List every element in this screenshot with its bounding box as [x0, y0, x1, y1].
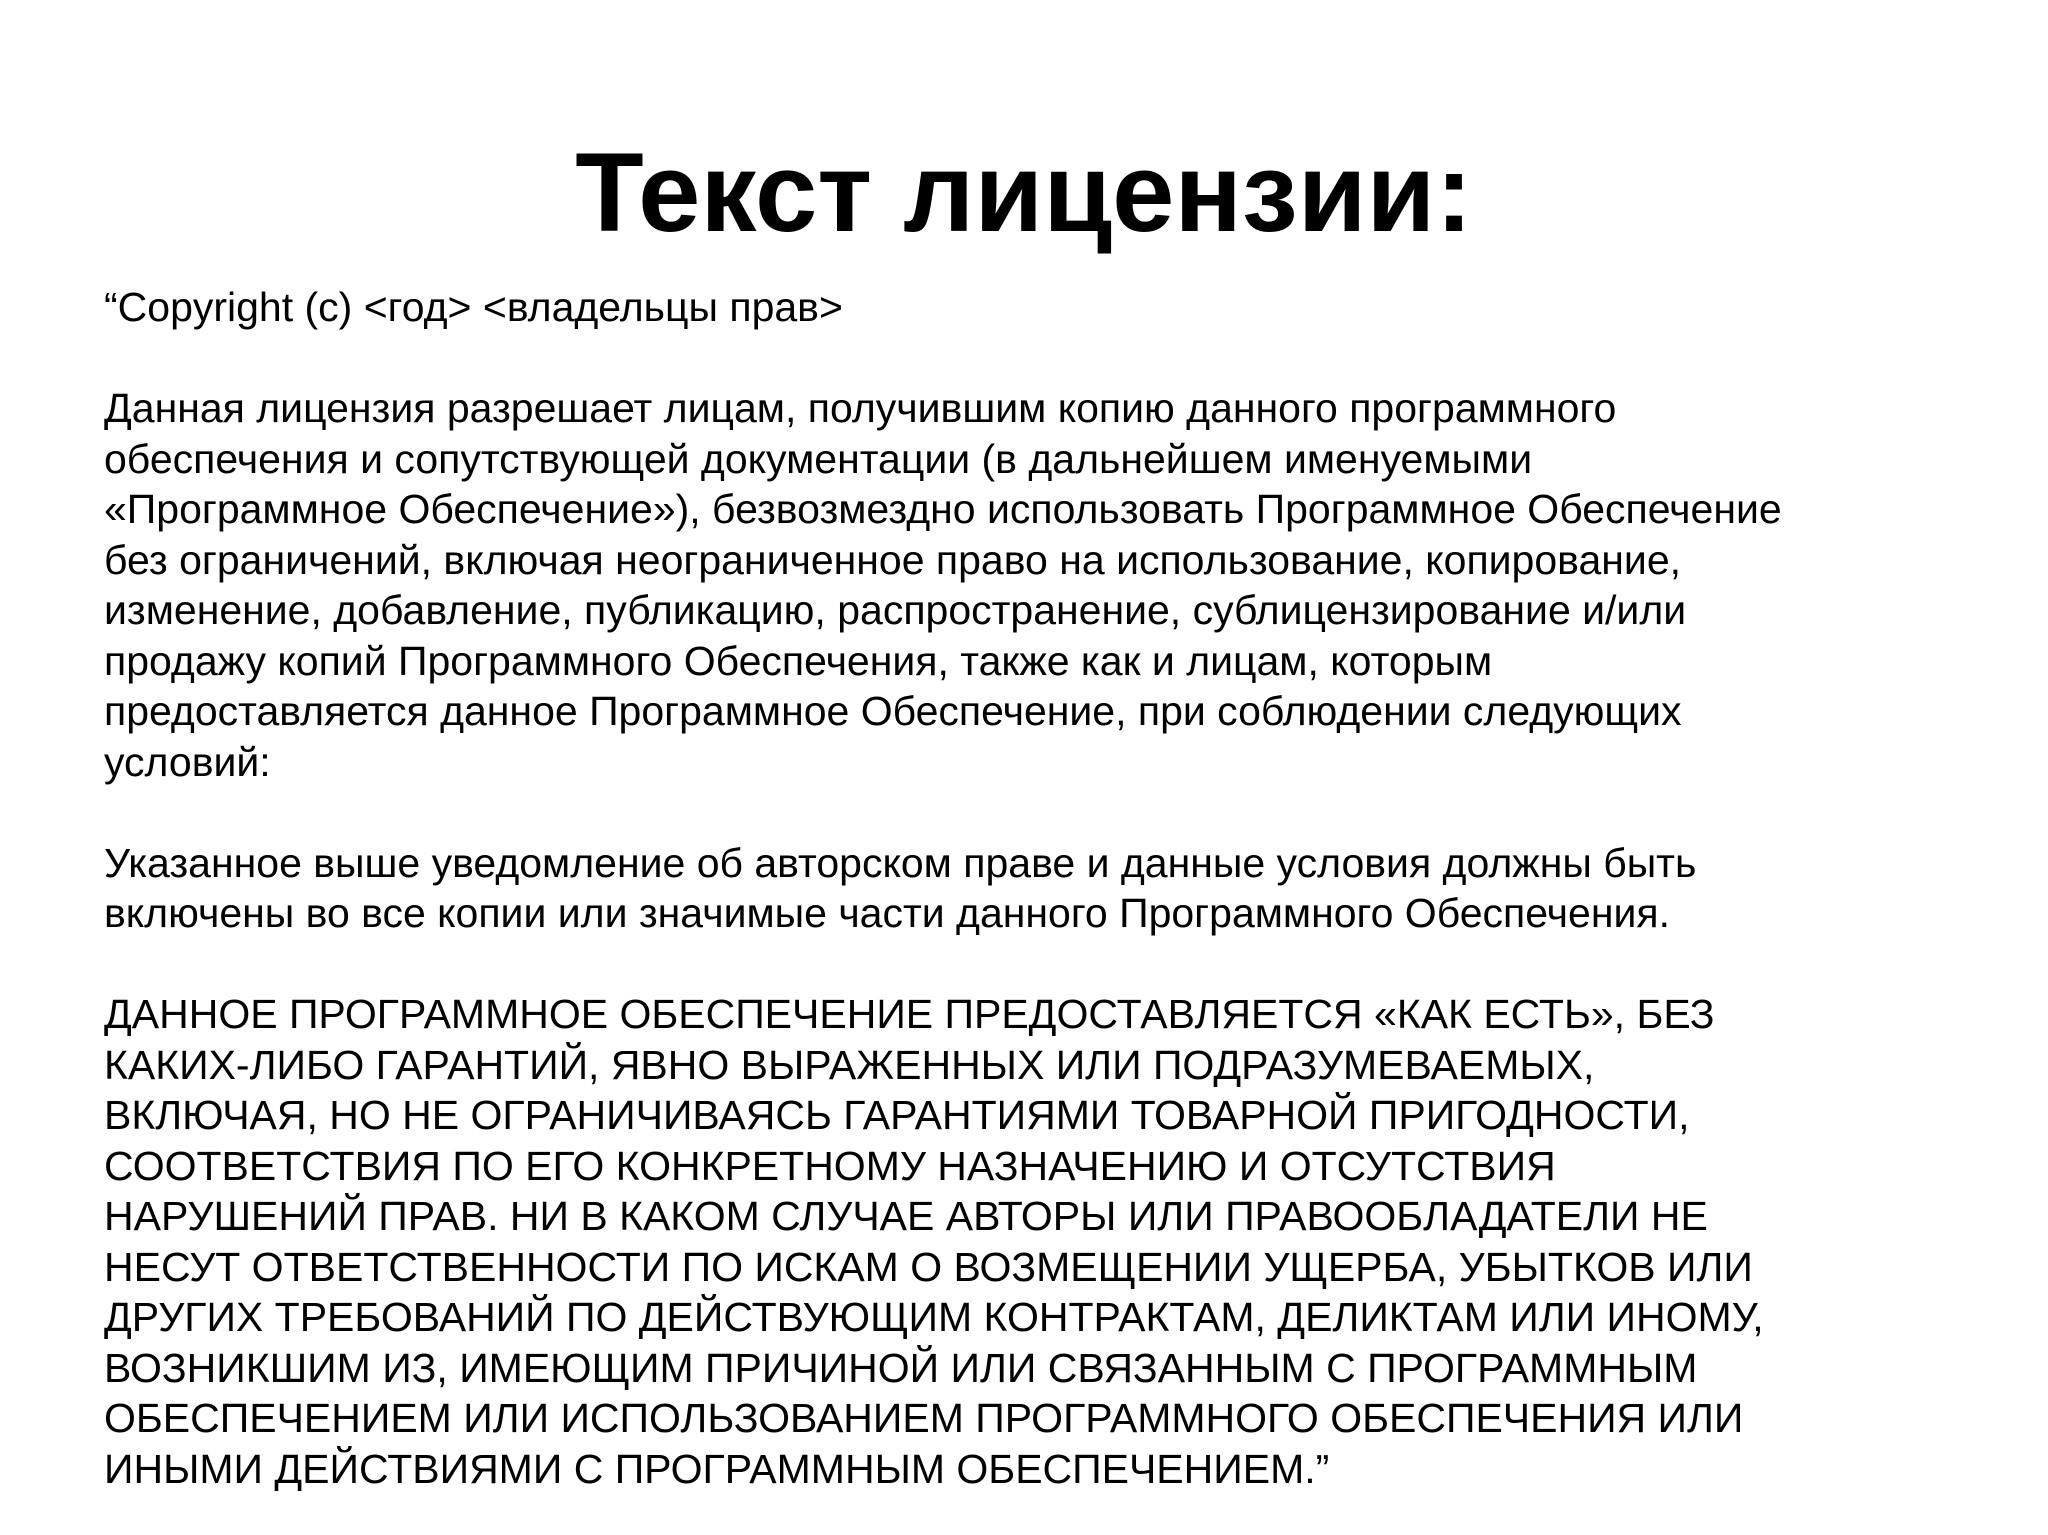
text-line: обеспечения и сопутствующей документации (в дальнейшем именуемыми — [104, 435, 1533, 482]
paragraph-gap — [104, 333, 2004, 384]
text-line: ВКЛЮЧАЯ, НО НЕ ОГРАНИЧИВАЯСЬ ГАРАНТИЯМИ ТОВАРНОЙ ПРИГОДНОСТИ, — [104, 1092, 1690, 1138]
text-line: без ограничений, включая неограниченное право на использование, копирование, — [104, 536, 1682, 583]
paragraph-gap — [104, 939, 2004, 990]
text-line: «Программное Обеспечение»), безвозмездно использовать Программное Обеспечение — [104, 486, 1782, 532]
paragraph-notice — [104, 838, 2004, 939]
text-line: предоставляется данное Программное Обеспечение, при соблюдении следующих — [104, 688, 1682, 734]
text-line: Данная лицензия разрешает лицам, получившим копию данного программного — [104, 385, 1617, 431]
text-line: ДАННОЕ ПРОГРАММНОЕ ОБЕСПЕЧЕНИЕ ПРЕДОСТАВЛЯЕТСЯ «КАК ЕСТЬ», БЕЗ — [104, 991, 1715, 1037]
text-line: ИНЫМИ ДЕЙСТВИЯМИ С ПРОГРАММНЫМ ОБЕСПЕЧЕНИЕМ.” — [104, 1445, 1330, 1492]
text-line: КАКИХ-ЛИБО ГАРАНТИЙ, ЯВНО ВЫРАЖЕННЫХ ИЛИ ПОДРАЗУМЕВАЕМЫХ, — [104, 1041, 1595, 1088]
license-text — [104, 282, 2004, 1494]
paragraph-gap — [104, 787, 2004, 838]
text-line: условий: — [104, 738, 271, 785]
paragraph-disclaimer — [104, 989, 2004, 1494]
text-line: включены во все копии или значимые части данного Программного Обеспечения. — [104, 890, 1670, 936]
text-line: ДРУГИХ ТРЕБОВАНИЙ ПО ДЕЙСТВУЮЩИМ КОНТРАКТАМ, ДЕЛИКТАМ ИЛИ ИНОМУ, — [104, 1294, 1764, 1340]
text-line: ВОЗНИКШИМ ИЗ, ИМЕЮЩИМ ПРИЧИНОЙ ИЛИ СВЯЗАННЫМ С ПРОГРАММНЫМ — [104, 1344, 1698, 1391]
text-line: ОБЕСПЕЧЕНИЕМ ИЛИ ИСПОЛЬЗОВАНИЕМ ПРОГРАММНОГО ОБЕСПЕЧЕНИЯ ИЛИ — [104, 1395, 1744, 1441]
text-line: НЕСУТ ОТВЕТСТВЕННОСТИ ПО ИСКАМ О ВОЗМЕЩЕНИИ УЩЕРБА, УБЫТКОВ ИЛИ — [104, 1243, 1753, 1290]
copyright-line: “Copyright (c) <год> <владельцы прав> — [104, 284, 843, 330]
text-line: продажу копий Программного Обеспечения, также как и лицам, которым — [104, 637, 1493, 684]
text-line: изменение, добавление, публикацию, распространение, сублицензирование и/или — [104, 587, 1687, 633]
text-line: Указанное выше уведомление об авторском праве и данные условия должны быть — [104, 839, 1697, 886]
text-line: СООТВЕТСТВИЯ ПО ЕГО КОНКРЕТНОМУ НАЗНАЧЕНИЮ И ОТСУТСТВИЯ — [104, 1142, 1556, 1189]
text-line: НАРУШЕНИЙ ПРАВ. НИ В КАКОМ СЛУЧАЕ АВТОРЫ ИЛИ ПРАВООБЛАДАТЕЛИ НЕ — [104, 1193, 1708, 1239]
slide-title: Текст лицензии: — [575, 130, 1473, 255]
paragraph-permission — [104, 383, 2004, 787]
